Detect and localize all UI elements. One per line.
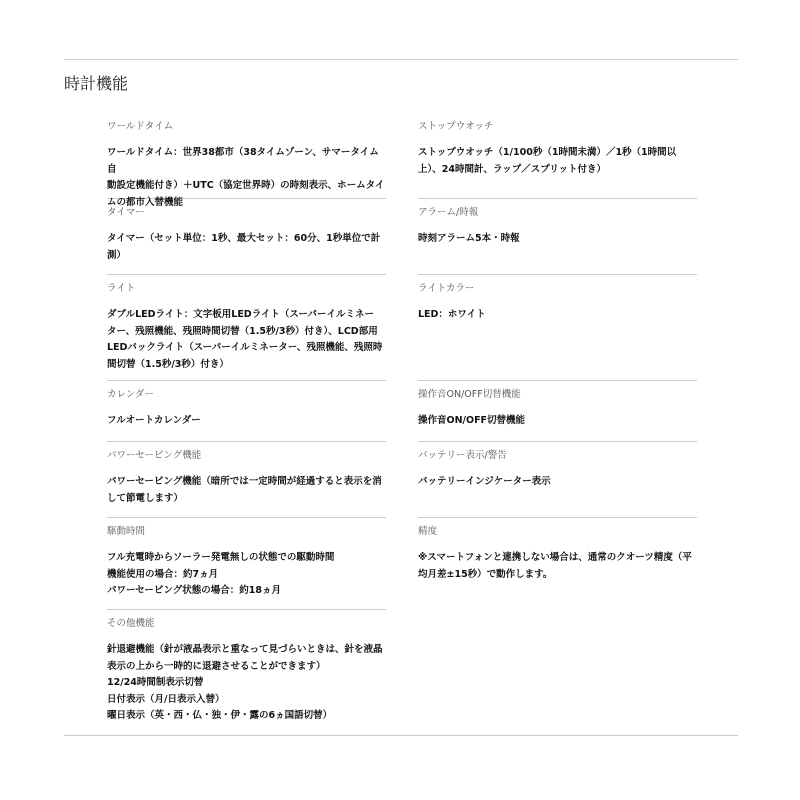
spec-value-line: パワーセービング機能（暗所では一定時間が経過すると表示を消 [107,476,382,487]
spec-item-other-functions [107,610,386,725]
spec-label: 操作音ON/OFF切替機能 [418,389,521,400]
spec-value [418,550,697,583]
spec-value-line: パワーセービング状態の場合：約18ヵ月 [107,585,281,596]
spec-value-line: LED：ホワイト [418,309,486,320]
spec-value-line: 操作音ON/OFF切替機能 [418,415,526,426]
spec-label: 精度 [418,526,438,537]
spec-item-accuracy [418,518,697,583]
spec-value [418,145,697,178]
spec-item-stopwatch [418,113,697,199]
spec-value-line: 間切替（1.5秒/3秒）付き） [107,358,229,370]
spec-value-line: 針退避機能（針が液晶表示と重なって見づらいときは、針を液晶 [107,644,383,655]
spec-label: その他機能 [107,618,155,629]
spec-value-line: 測） [107,249,127,261]
spec-item-world-time [107,113,386,208]
spec-value-line: ※スマートフォンと連携しない場合は、通常のクオーツ精度（平 [418,552,692,563]
spec-label: バッテリー表示/警告 [418,450,507,461]
spec-value-line: 曜日表示（英・西・仏・独・伊・露の6ヵ国語切替） [107,710,333,721]
spec-value-line: 均月差±15秒）で動作します。 [418,568,553,580]
spec-value-line: バッテリーインジケーター表示 [418,476,551,487]
spec-label: ライトカラー [418,283,475,294]
spec-label: ワールドタイム [107,121,174,132]
spec-item-operation-sound [418,381,697,442]
spec-value-line: ストップウオッチ（1/100秒（1時間未満）／1秒（1時間以 [418,147,677,158]
spec-value-line: 時刻アラーム5本・時報 [418,233,520,244]
spec-value-line: ダブルLEDライト：文字板用LEDライト（スーパーイルミネー [107,309,374,320]
spec-label: アラーム/時報 [418,207,479,218]
spec-value-line: フルオートカレンダー [107,415,201,426]
spec-value-line: して節電します） [107,492,184,504]
spec-value-line: ムの都市入替機能 [107,196,184,208]
spec-value [107,231,386,264]
spec-value [418,231,697,248]
spec-item-battery [418,442,697,518]
spec-label: ライト [107,283,136,294]
spec-value-line: タイマー（セット単位：1秒、最大セット：60分、1秒単位で計 [107,233,381,244]
spec-value-line: ワールドタイム：世界38都市（38タイムゾーン、サマータイム自 [107,147,379,175]
spec-column-right [418,113,697,583]
spec-label: 駆動時間 [107,526,146,537]
spec-value [107,413,386,430]
spec-item-light-color [418,275,697,381]
spec-value [418,413,697,430]
spec-value [418,307,697,324]
spec-label: ストップウオッチ [418,121,494,132]
spec-value-line: 12/24時間制表示切替 [107,677,204,688]
spec-column-left [107,113,386,725]
spec-value [107,550,386,600]
spec-value [107,307,386,373]
spec-item-light [107,275,386,381]
spec-value-line: LEDバックライト（スーパーイルミネーター、残照機能、残照時 [107,342,383,353]
spec-value-line: 表示の上から一時的に退避させることができます） [107,660,326,672]
spec-value-line: 動設定機能付き）＋UTC（協定世界時）の時刻表示、ホームタイ [107,180,385,191]
spec-label: パワーセービング機能 [107,450,202,461]
spec-value [107,642,386,725]
spec-label: カレンダー [107,389,154,400]
spec-item-calendar [107,381,386,442]
spec-label: タイマー [107,207,145,218]
spec-value-line: 機能使用の場合：約7ヵ月 [107,568,219,580]
spec-item-power-saving [107,442,386,518]
spec-value [418,474,697,491]
spec-value-line: フル充電時からソーラー発電無しの状態での駆動時間 [107,552,335,563]
spec-item-operating-time [107,518,386,610]
section-title: 時計機能 [64,74,129,93]
spec-value-line: 日付表示（月/日表示入替） [107,693,225,705]
bottom-divider [64,735,738,736]
spec-value-line: 上）、24時間計、ラップ／スプリット付き） [418,163,607,175]
spec-item-alarm [418,199,697,275]
spec-value [107,474,386,507]
top-divider [64,59,738,60]
spec-value-line: ター、残照機能、残照時間切替（1.5秒/3秒）付き）、LCD部用 [107,325,378,337]
